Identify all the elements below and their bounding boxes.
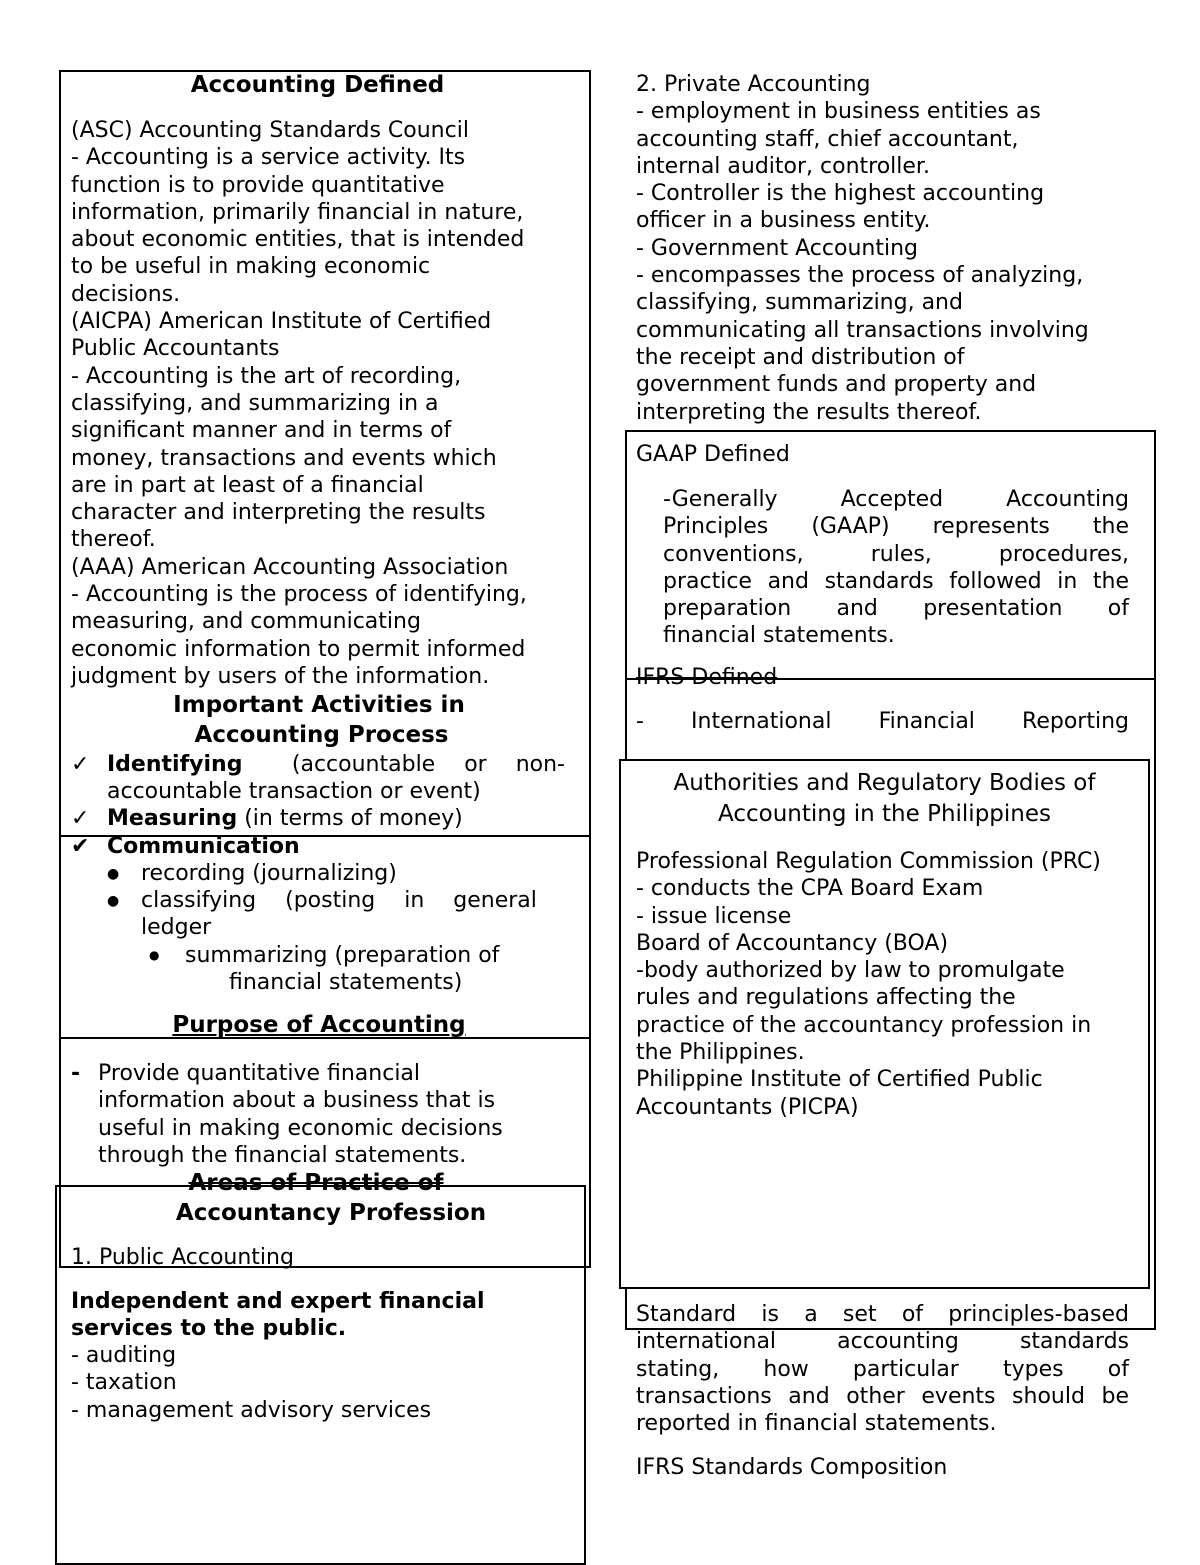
text-line: Principles (GAAP) represents the: [663, 514, 1129, 540]
measuring-desc: (in terms of money): [244, 806, 463, 831]
measuring-item: [107, 805, 463, 832]
text-line: judgment by users of the information.: [71, 663, 490, 689]
service-item: - management advisory services: [71, 1398, 432, 1423]
checkmark-icon: ✔: [71, 834, 90, 859]
authorities-text: [636, 848, 1101, 1121]
gaap-last-line: financial statements.: [663, 623, 895, 648]
text-line: measuring, and communicating: [71, 609, 421, 635]
bullet-icon: ●: [107, 893, 120, 909]
text-line: communicating all transactions involving: [636, 317, 1089, 343]
text-line: (AAA) American Accounting Association: [71, 554, 509, 580]
ifrs-title: IFRS Defined: [636, 665, 778, 690]
services-line2: services to the public.: [71, 1316, 347, 1341]
text-line: government funds and property and: [636, 372, 1037, 398]
text-line: practice and standards followed in the: [663, 568, 1129, 594]
text-line: - Accounting is a service activity. Its: [71, 145, 466, 171]
bullet-icon: ●: [149, 948, 160, 962]
text-line: - Controller is the highest accounting: [636, 181, 1045, 207]
communication-label: Communication: [107, 834, 300, 859]
text-line: Board of Accountancy (BOA): [636, 930, 949, 956]
text-line: -Generally Accepted Accounting: [663, 487, 1129, 512]
identifying-item: [107, 751, 565, 778]
text-line: classifying, and summarizing in a: [71, 390, 439, 416]
summarizing-item-cont: financial statements): [229, 970, 463, 995]
text-line: stating, how particular types of: [636, 1356, 1129, 1382]
accounting-defined-title: Accounting Defined: [190, 72, 445, 98]
authorities-title-line2: Accounting in the Philippines: [718, 801, 1051, 827]
activities-title-line1: Important Activities in: [173, 692, 465, 718]
text-line: - Accounting is the process of identifying,: [71, 582, 527, 608]
text-line: (AICPA) American Institute of Certified: [71, 309, 492, 335]
text-line: accounting staff, chief accountant,: [636, 126, 1019, 152]
classifying-text: classifying (posting in general: [141, 888, 537, 913]
text-line: information about a business that is: [98, 1088, 496, 1114]
text-line: -body authorized by law to promulgate: [636, 958, 1065, 984]
ifrs-line1: - International Financial Reporting: [636, 709, 1129, 734]
activities-title-line2: Accounting Process: [194, 722, 449, 748]
classifying-item: [141, 887, 565, 914]
purpose-title: Purpose of Accounting: [172, 1012, 466, 1038]
service-item: - auditing: [71, 1343, 177, 1368]
text-line: - Accounting is the art of recording,: [71, 363, 462, 389]
identifying-desc: (accountable or non-: [291, 752, 565, 777]
areas-title-line1: Areas of Practice of: [188, 1170, 444, 1196]
text-line: - employment in business entities as: [636, 99, 1041, 125]
text-line: economic information to permit informed: [71, 636, 526, 662]
accounting-defined-text: [71, 117, 527, 690]
text-line: through the financial statements.: [98, 1142, 467, 1168]
text-line: officer in a business entity.: [636, 208, 931, 234]
checkmark-icon: ✓: [71, 806, 90, 831]
text-line: useful in making economic decisions: [98, 1115, 503, 1141]
bullet-icon: ●: [107, 866, 120, 882]
text-line: character and interpreting the results: [71, 500, 486, 526]
service-item: - taxation: [71, 1370, 177, 1395]
text-line: the receipt and distribution of: [636, 344, 965, 370]
checkmark-icon: ✓: [71, 752, 90, 777]
text-line: the Philippines.: [636, 1040, 805, 1066]
gaap-title: GAAP Defined: [636, 442, 790, 467]
text-line: internal auditor, controller.: [636, 153, 930, 179]
text-line: (ASC) Accounting Standards Council: [71, 118, 469, 143]
text-line: Accountants (PICPA): [636, 1094, 859, 1120]
ifrs-composition: IFRS Standards Composition: [636, 1455, 948, 1480]
ifrs-text: [636, 1301, 1129, 1410]
text-line: Provide quantitative financial: [98, 1061, 421, 1086]
classifying-item-cont: ledger: [141, 915, 212, 940]
private-accounting-text: [636, 71, 1089, 426]
gaap-text: [663, 486, 1129, 622]
text-line: transactions and other events should be: [636, 1383, 1129, 1409]
text-line: thereof.: [71, 527, 156, 553]
text-line: money, transactions and events which: [71, 445, 497, 471]
text-line: Public Accountants: [71, 336, 280, 362]
public-accounting: 1. Public Accounting: [71, 1245, 294, 1270]
text-line: decisions.: [71, 281, 181, 307]
text-line: Philippine Institute of Certified Public: [636, 1067, 1043, 1093]
text-line: Standard is a set of principles-based: [636, 1302, 1129, 1327]
services-line1: Independent and expert financial: [71, 1289, 485, 1314]
identifying-desc-cont: accountable transaction or event): [107, 779, 481, 804]
text-line: significant manner and in terms of: [71, 418, 452, 444]
text-line: information, primarily financial in nature,: [71, 199, 524, 225]
purpose-dash: -: [71, 1061, 81, 1086]
text-line: Professional Regulation Commission (PRC): [636, 849, 1101, 874]
text-line: about economic entities, that is intended: [71, 227, 525, 253]
text-line: - conducts the CPA Board Exam: [636, 876, 984, 902]
text-line: - encompasses the process of analyzing,: [636, 263, 1084, 289]
text-line: conventions, rules, procedures,: [663, 541, 1129, 567]
text-line: are in part at least of a financial: [71, 472, 424, 498]
purpose-text: [98, 1060, 503, 1169]
text-line: international accounting standards: [636, 1329, 1129, 1355]
text-line: to be useful in making economic: [71, 254, 431, 280]
text-line: classifying, summarizing, and: [636, 290, 963, 316]
text-line: preparation and presentation of: [663, 596, 1129, 622]
measuring-label: Measuring: [107, 806, 238, 831]
text-line: 2. Private Accounting: [636, 72, 871, 97]
text-line: function is to provide quantitative: [71, 172, 445, 198]
text-line: interpreting the results thereof.: [636, 399, 982, 425]
identifying-label: Identifying: [107, 752, 243, 777]
summarizing-item: summarizing (preparation of: [185, 943, 500, 968]
text-line: - issue license: [636, 903, 792, 929]
areas-title-line2: Accountancy Profession: [175, 1200, 487, 1226]
text-line: rules and regulations affecting the: [636, 985, 1016, 1011]
text-line: practice of the accountancy profession in: [636, 1012, 1092, 1038]
ifrs-last-line: reported in financial statements.: [636, 1411, 997, 1436]
authorities-title-line1: Authorities and Regulatory Bodies of: [673, 770, 1096, 796]
text-line: - Government Accounting: [636, 235, 918, 261]
recording-item: recording (journalizing): [141, 861, 397, 886]
